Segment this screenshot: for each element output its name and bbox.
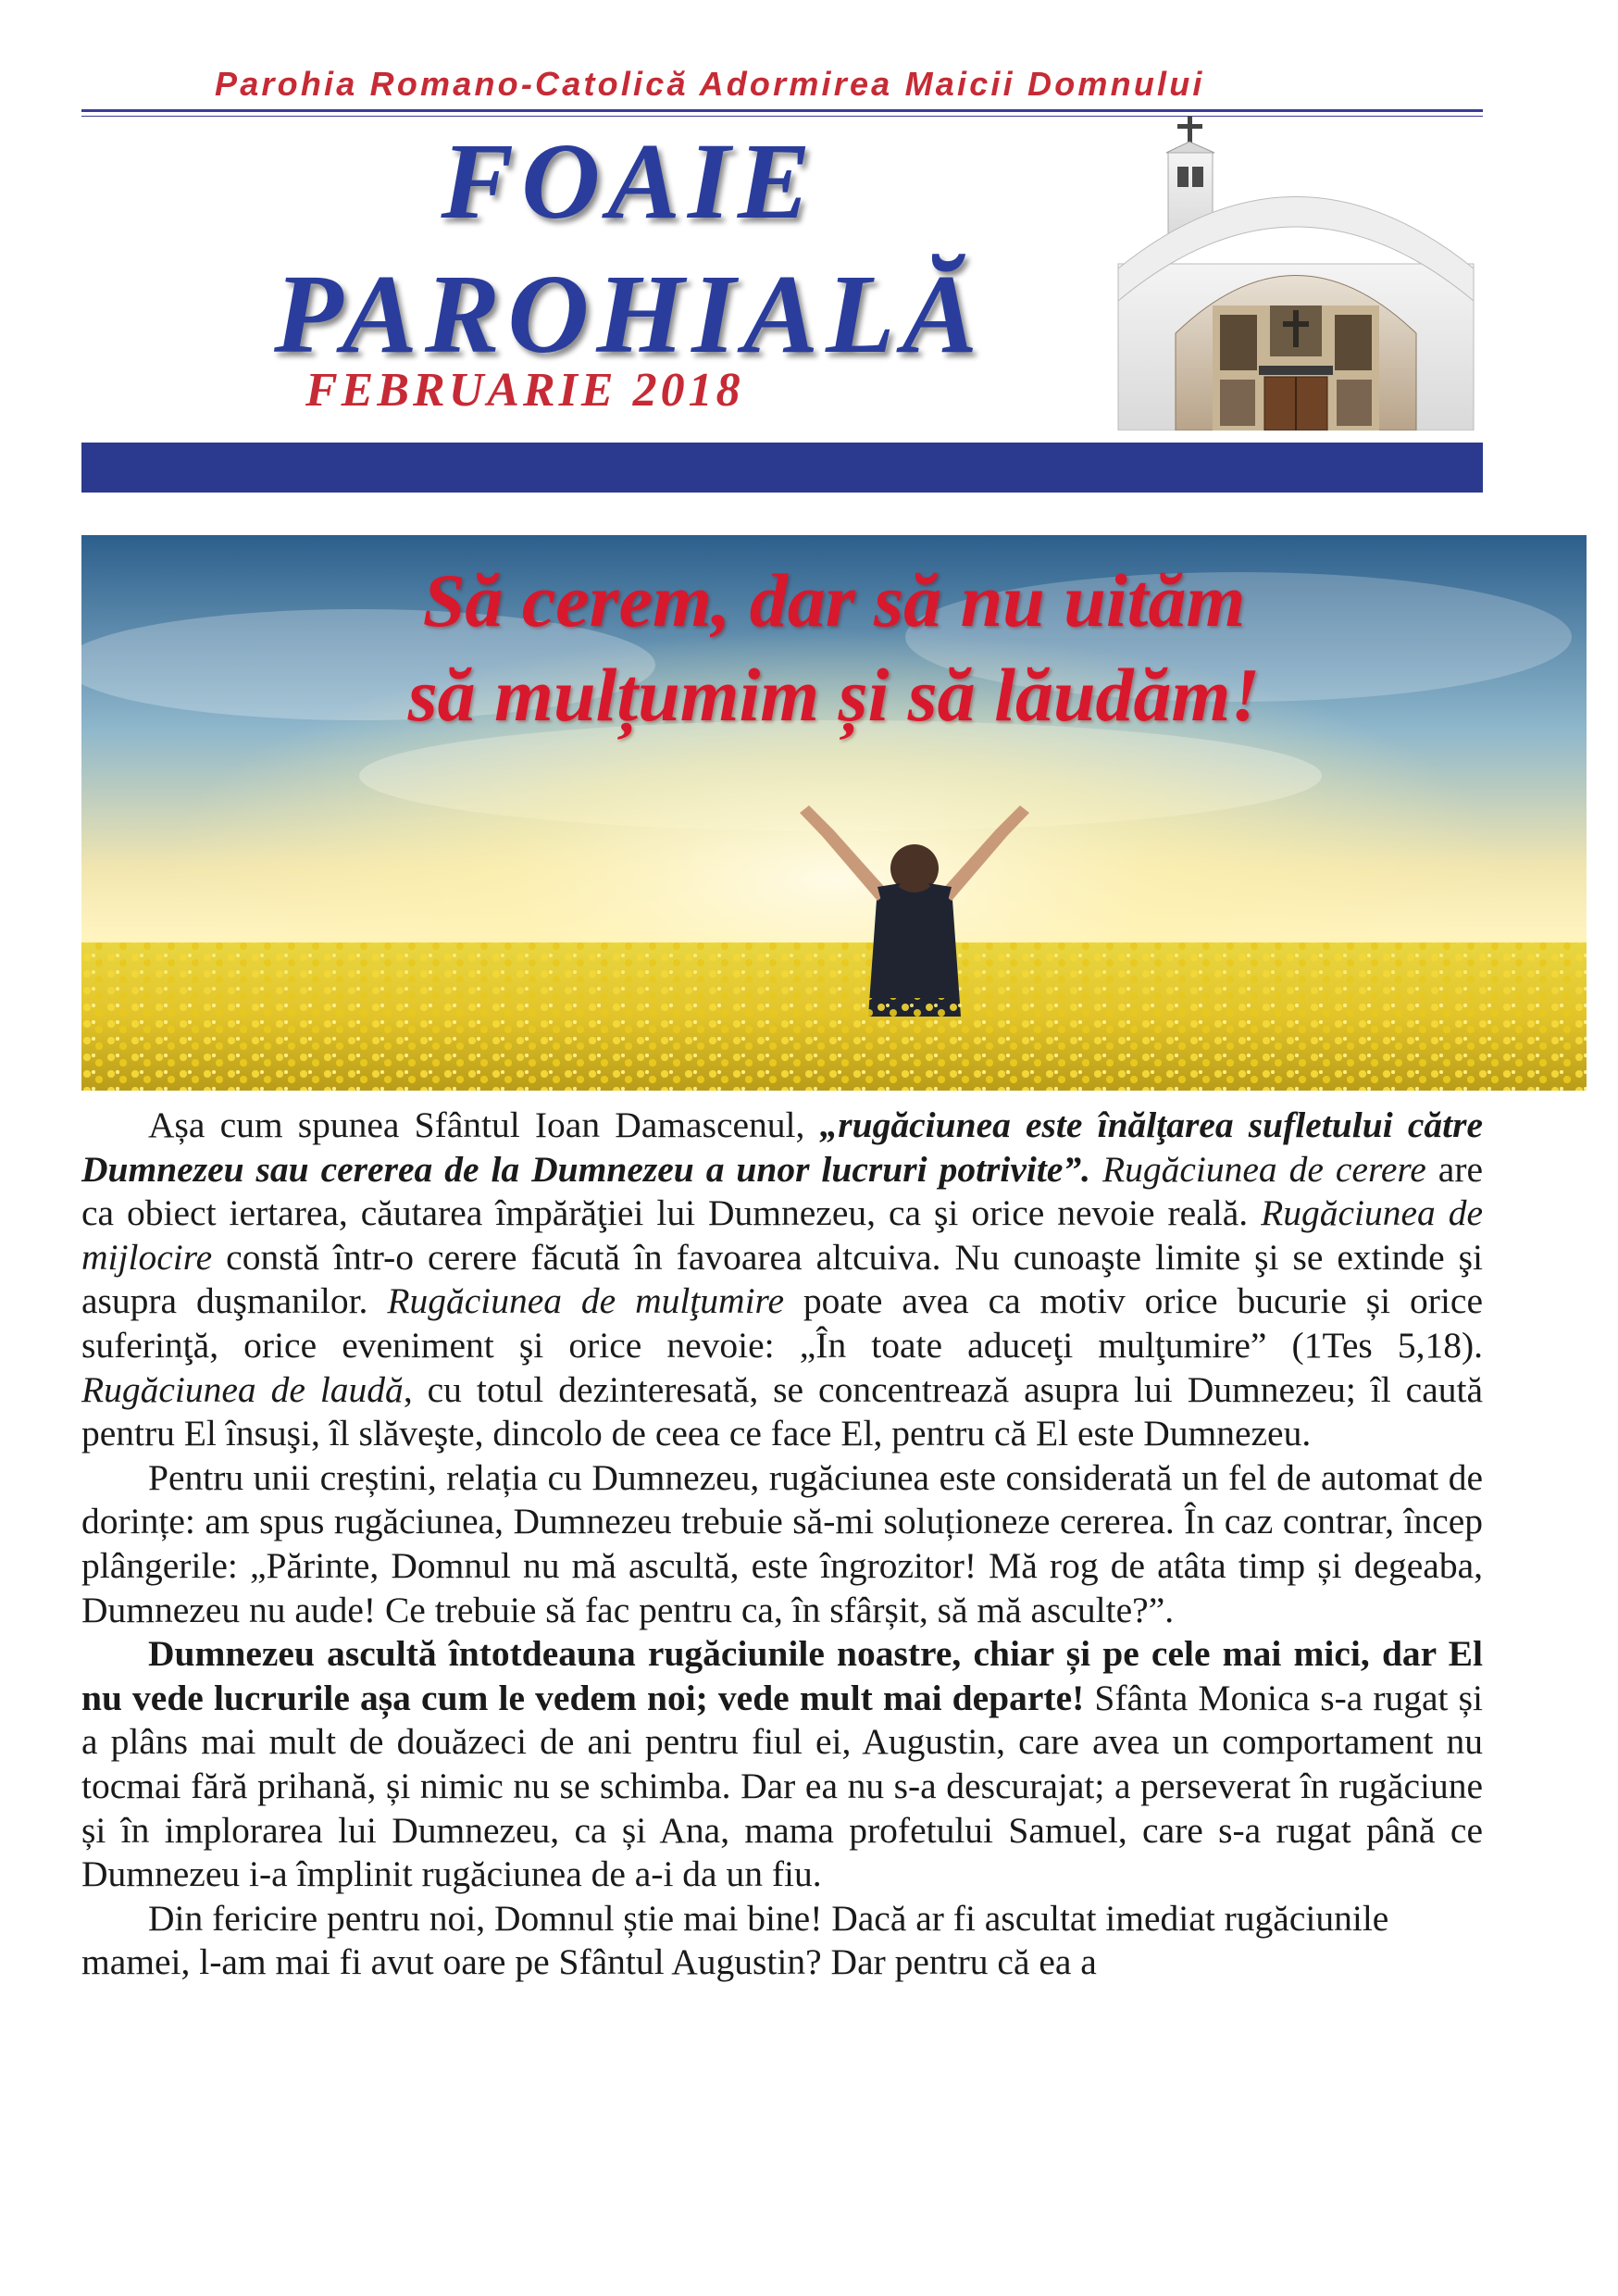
bold-statement: Dumnezeu ascultă întotdeauna rugăciunile noastre, chiar și pe cele mai mici, dar El nu vede lucrurile așa cum le vedem noi; vede mult mai departe! <box>81 1633 1483 1718</box>
hero-image <box>81 535 1587 1091</box>
term-emphasis: Rugăciunea de cerere <box>1102 1148 1426 1190</box>
term-emphasis: Rugăciunea de laudă <box>81 1368 404 1410</box>
issue-date: FEBRUARIE 2018 <box>305 364 744 417</box>
quote-emphasis: „rugăciunea este înălţarea sufletului către Dumnezeu sau cererea de la Dumnezeu a unor lucruri potrivite”. <box>81 1104 1483 1190</box>
text-run: are ca obiect iertarea, căutarea împărăţiei lui Dumnezeu, ca şi orice nevoie reală. <box>81 1148 1484 1234</box>
header-rule-top <box>81 109 1483 112</box>
header-blue-bar <box>81 443 1483 493</box>
article-paragraph: Pentru unii creștini, relația cu Dumnezeu, rugăciunea este considerată un fel de automat de dorințe: am spus rugăciunea, Dumnezeu trebuie să-mi soluționeze cererea. În caz contrar, încep plângerile: „Părinte, Domnul nu mă ascultă, este îngrozitor! Mă rog de atâta timp și degeaba, Dumnezeu nu aude! Ce trebuie să fac pentru ca, în sfârșit, să mă asculte?”. <box>81 1456 1483 1630</box>
text-run: constă într-o cerere făcută în favoarea altcuiva. Nu cunoaşte limite şi se extinde şi asupra duşmanilor. <box>81 1236 1483 1322</box>
article-paragraph: Din fericire pentru noi, Domnul știe mai bine! Dacă ar fi ascultat imediat rugăciunile mamei, l-am mai fi avut oare pe Sfântul Augustin? Dar pentru că ea a <box>81 1897 1389 1983</box>
text-run: , cu totul dezinteresată, se concentrează asupra lui Dumnezeu; îl caută pentru El însuşi, îl slăveşte, dincolo de ceea ce face El, pentru că El este Dumnezeu. <box>81 1368 1483 1454</box>
article-body <box>81 1104 1483 1985</box>
term-emphasis: Rugăciunea de mulţumire <box>387 1280 784 1322</box>
term-emphasis: Rugăciunea de mijlocire <box>81 1192 1483 1278</box>
parish-name: Parohia Romano-Catolică Adormirea Maicii Domnului <box>215 65 1205 103</box>
text-run: poate avea ca motiv orice bucurie și orice suferinţă, orice eveniment şi orice nevoie: „În toate aduceţi mulţumire” (1Tes 5,18). <box>81 1280 1483 1366</box>
church-image <box>1111 116 1481 430</box>
article-paragraph <box>81 1632 1483 1897</box>
text-run <box>1090 1149 1102 1190</box>
bulletin-title-line1: FOAIE <box>441 120 818 242</box>
text-run: Sfânta Monica s-a rugat și a plâns mai mult de douăzeci de ani pentru fiul ei, Augustin, care avea un comportament nu tocmai fără prihană, și nimic nu se schimba. Dar ea nu s-a descurajat; a perseverat în rugăciune și în implorarea lui Dumnezeu, ca și Ana, mama profetului Samuel, care s-a rugat până ce Dumnezeu i-a împlinit rugăciunea de a-i da un fiu. <box>81 1677 1483 1895</box>
bulletin-title-line2: PAROHIALĂ <box>274 252 985 377</box>
headline-line2: să mulțumim și să lăudăm! <box>407 653 1261 737</box>
article-paragraph <box>81 1104 1483 1456</box>
text-run: Așa cum spunea Sfântul Ioan Damascenul, <box>148 1104 820 1145</box>
headline-line1: Să cerem, dar să nu uităm <box>422 558 1246 643</box>
